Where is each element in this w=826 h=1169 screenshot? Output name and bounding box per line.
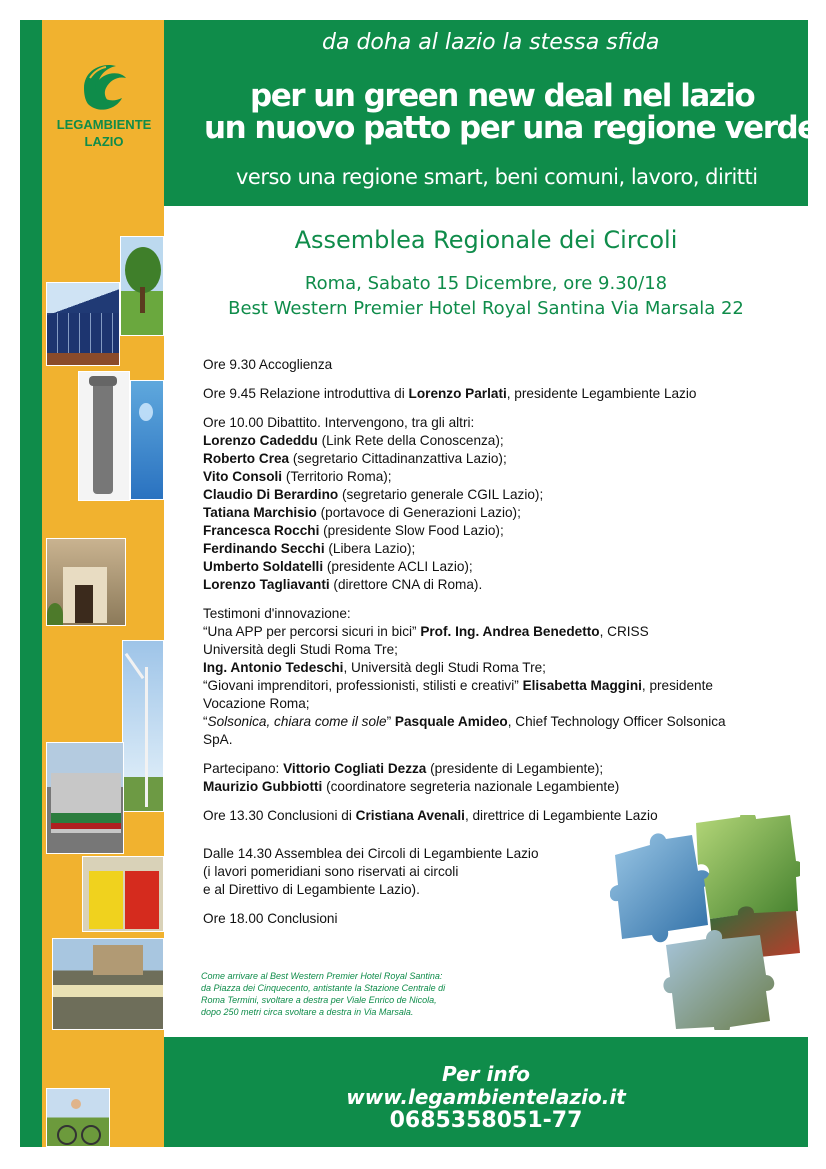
speaker-role: (presidente ACLI Lazio); xyxy=(323,559,473,574)
testimonial-row xyxy=(203,713,803,731)
logo-line2: LAZIO xyxy=(84,134,124,149)
program-text: Testimoni d'innovazione: xyxy=(203,606,351,621)
event-date: Roma, Sabato 15 Dicembre, ore 9.30/18 xyxy=(304,273,668,294)
program-item-debate xyxy=(203,414,803,594)
photo-market-crowd xyxy=(52,938,164,1030)
left-green-stripe xyxy=(20,20,42,1147)
speaker-role: , direttrice di Legambiente Lazio xyxy=(464,808,658,823)
speaker-row xyxy=(203,432,803,450)
footer-label: Per info xyxy=(441,1062,531,1086)
participant-row xyxy=(203,778,803,796)
speaker-role: (coordinatore segreteria nazionale Legambiente) xyxy=(322,779,620,794)
speaker-name: Lorenzo Cadeddu xyxy=(203,433,318,448)
speaker-role: (presidente Slow Food Lazio); xyxy=(319,523,504,538)
speaker-role: (presidente di Legambiente); xyxy=(426,761,604,776)
speaker-name: Ferdinando Secchi xyxy=(203,541,325,556)
program-item-participants xyxy=(203,760,803,796)
speaker-role: , Università degli Studi Roma Tre; xyxy=(343,660,546,675)
speaker-name: Vito Consoli xyxy=(203,469,283,484)
directions-line: Roma Termini, svoltare a destra per Viale Enrico de Nicola, xyxy=(201,995,437,1005)
speaker-role: (Libera Lazio); xyxy=(324,541,416,556)
speaker-role: (direttore CNA di Roma). xyxy=(329,577,483,592)
program-text: , presidente Legambiente Lazio xyxy=(506,386,697,401)
speaker-name: Lorenzo Tagliavanti xyxy=(203,577,330,592)
page-title: Assemblea Regionale dei Circoli xyxy=(294,226,678,254)
program-text: (i lavori pomeridiani sono riservati ai circoli xyxy=(203,864,459,879)
speaker-name: Pasquale Amideo xyxy=(394,714,508,729)
directions-line: Come arrivare al Best Western Premier Hotel Royal Santina: xyxy=(201,971,443,981)
speaker-role: Università degli Studi Roma Tre; xyxy=(203,642,398,657)
legambiente-logo-icon xyxy=(76,58,132,116)
speaker-role: (portavoce di Generazioni Lazio); xyxy=(316,505,521,520)
speaker-row xyxy=(203,522,803,540)
photo-cyclist xyxy=(46,1088,110,1147)
directions-line: da Piazza dei Cinquecento, antistante la Stazione Centrale di xyxy=(201,983,446,993)
photo-water-drop xyxy=(130,380,164,500)
speaker-name: Vittorio Cogliati Dezza xyxy=(283,761,427,776)
quote-mark: ” xyxy=(386,714,395,729)
participant-row xyxy=(203,760,803,778)
header-line4: verso una regione smart, beni comuni, lavoro, diritti xyxy=(236,165,758,189)
quote-mark: “ xyxy=(203,714,208,729)
testimonial-row xyxy=(203,659,803,677)
program-text: Dalle 14.30 Assemblea dei Circoli di Legambiente Lazio xyxy=(203,846,539,861)
speaker-role: SpA. xyxy=(203,732,233,747)
talk-title: “Una APP per percorsi sicuri in bici” xyxy=(203,624,421,639)
speaker-name: Lorenzo Parlati xyxy=(408,386,507,401)
photo-solar-panels xyxy=(46,282,120,366)
speaker-name: Roberto Crea xyxy=(203,451,290,466)
program-text: Ore 9.45 Relazione introduttiva di xyxy=(203,386,409,401)
speaker-name: Claudio Di Berardino xyxy=(203,487,339,502)
footer-phone: 0685358051-77 xyxy=(389,1108,583,1133)
talk-title: “Giovani imprenditori, professionisti, stilisti e creativi” xyxy=(203,678,523,693)
footer-website-link[interactable]: www.legambientelazio.it xyxy=(346,1085,626,1109)
program-item-testimonials xyxy=(203,605,803,749)
speaker-row xyxy=(203,558,803,576)
testimonial-row xyxy=(203,677,803,695)
header-line3: un nuovo patto per una regione verde xyxy=(204,110,817,146)
header-line2: per un green new deal nel lazio xyxy=(250,78,755,114)
speaker-row xyxy=(203,468,803,486)
logo-line1: LEGAMBIENTE xyxy=(56,117,152,132)
program-item-intro xyxy=(203,385,803,403)
directions-line: dopo 250 metri circa svoltare a destra in Via Marsala. xyxy=(201,1007,414,1017)
speaker-name: Maurizio Gubbiotti xyxy=(203,779,323,794)
speaker-row xyxy=(203,576,803,594)
speaker-row xyxy=(203,540,803,558)
speaker-name: Cristiana Avenali xyxy=(355,808,465,823)
photo-water-fountain xyxy=(78,371,130,501)
program-text: Ore 10.00 Dibattito. Intervengono, tra gli altri: xyxy=(203,415,475,430)
speaker-name: Francesca Rocchi xyxy=(203,523,320,538)
directions-note xyxy=(201,970,531,1018)
speaker-role: Vocazione Roma; xyxy=(203,696,310,711)
program-item-welcome: Ore 9.30 Accoglienza xyxy=(203,357,333,372)
speaker-name: Prof. Ing. Andrea Benedetto xyxy=(420,624,600,639)
speaker-row xyxy=(203,450,803,468)
speaker-role: , Chief Technology Officer Solsonica xyxy=(507,714,726,729)
header-line1: da doha al lazio la stessa sfida xyxy=(322,30,660,55)
talk-title: Solsonica, chiara come il sole xyxy=(207,714,387,729)
speaker-row xyxy=(203,486,803,504)
event-location: Best Western Premier Hotel Royal Santina Via Marsala 22 xyxy=(228,298,744,319)
puzzle-pieces-image xyxy=(610,815,800,1030)
logo-text xyxy=(44,116,164,150)
speaker-role: , CRISS xyxy=(599,624,649,639)
speaker-role: (segretario Cittadinanzattiva Lazio); xyxy=(289,451,507,466)
program-item-end: Ore 18.00 Conclusioni xyxy=(203,911,338,926)
speaker-name: Tatiana Marchisio xyxy=(203,505,317,520)
photo-tree xyxy=(120,236,164,336)
speaker-role: , presidente xyxy=(641,678,713,693)
photo-train xyxy=(46,742,124,854)
photo-building xyxy=(46,538,126,626)
speaker-name: Umberto Soldatelli xyxy=(203,559,324,574)
speaker-role: (Territorio Roma); xyxy=(282,469,392,484)
speaker-role: (segretario generale CGIL Lazio); xyxy=(338,487,544,502)
speaker-role: (Link Rete della Conoscenza); xyxy=(317,433,504,448)
program-text: Ore 13.30 Conclusioni di xyxy=(203,808,356,823)
speaker-row xyxy=(203,504,803,522)
program-text: Partecipano: xyxy=(203,761,284,776)
photo-wind-turbine xyxy=(122,640,164,812)
photo-recycle-bins xyxy=(82,856,164,932)
testimonial-row xyxy=(203,623,803,641)
speaker-name: Ing. Antonio Tedeschi xyxy=(203,660,344,675)
program-text: e al Direttivo di Legambiente Lazio). xyxy=(203,882,420,897)
speaker-name: Elisabetta Maggini xyxy=(522,678,642,693)
